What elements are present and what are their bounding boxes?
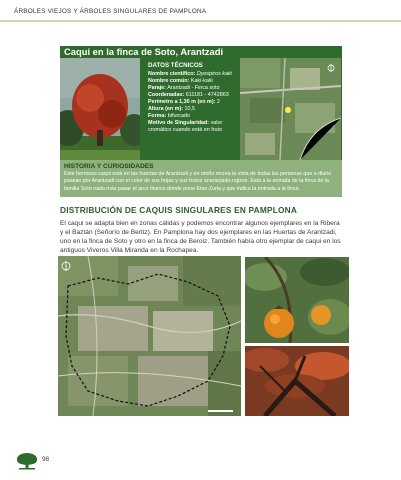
fact-common-name: Nombre común: Kaki-kaki bbox=[148, 78, 213, 84]
fact-place: Paraje: Arantzadi - Finca soto bbox=[148, 85, 220, 91]
technical-data-heading: DATOS TÉCNICOS bbox=[148, 62, 203, 69]
history-text: Este hermoso caqui está en las huertas de Arantzadi y en otoño recrea la vista de todas las personas que a diario pasean por Arantzadi con el color de sus hojas y sus frutos anaranjado-rojizos. Está a la entrada de la finca de la familia Soto nada más pasar el arco blanco donde pone Etxe-Zuria y que indica la entrada a la finca. bbox=[64, 171, 332, 192]
fact-scientific-name: Nombre científico: Dyospiros kaki bbox=[148, 71, 232, 77]
history-heading: HISTORIA Y CURIOSIDADES bbox=[64, 163, 154, 170]
fact-coordinates: Coordenadas: 611181 - 4742863 bbox=[148, 92, 229, 98]
fact-singularity: Motivo de Singularidad: valor bbox=[148, 120, 223, 126]
location-map-small bbox=[240, 58, 341, 160]
fact-singularity-cont: cromático cuando está en fruto bbox=[148, 127, 223, 133]
page-number: 98 bbox=[42, 456, 50, 463]
running-title: ÁRBOLES VIEJOS Y ÁRBOLES SINGULARES DE PAMPLONA bbox=[14, 8, 207, 15]
tree-trunk-photo bbox=[245, 346, 349, 416]
fact-height: Altura (en m): 10,5 bbox=[148, 106, 196, 112]
distribution-intro: El caqui se adapta bien en zonas cálidas y podemos encontrar algunos ejemplares en la Ribera y el Baztán (Señorío de Bertiz). En Pamplona hay dos ejemplares en las Huertas de Arantzadi, uno en la finca de Soto y otro en la finca de Beroiz. También había otro ejemplar de caqui en los antiguos Viveros Villa Miranda en la Rochapea. bbox=[60, 220, 341, 255]
tree-logo-icon bbox=[16, 452, 38, 470]
fact-shape: Forma: bifurcado bbox=[148, 113, 190, 119]
persimmon-fruit-photo bbox=[245, 257, 349, 343]
card-title: Caqui en la finca de Soto, Arantzadi bbox=[64, 46, 224, 57]
distribution-heading: DISTRIBUCIÓN DE CAQUIS SINGULARES EN PAMPLONA bbox=[60, 205, 298, 215]
header-rule bbox=[0, 20, 401, 22]
distribution-map bbox=[58, 256, 241, 416]
fact-perimeter: Perímetro a 1,30 m (en m): 2 bbox=[148, 99, 220, 105]
tree-photo bbox=[60, 58, 140, 160]
